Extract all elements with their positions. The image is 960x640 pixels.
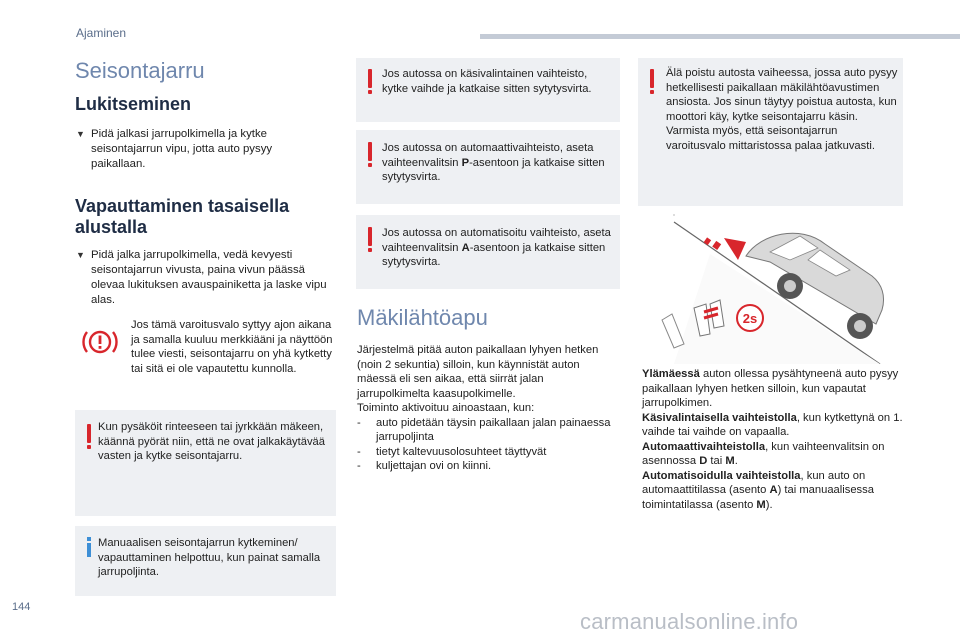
exclamation-icon <box>368 142 372 161</box>
conjunction-text: tai <box>707 455 726 467</box>
watermark: carmanualsonline.info <box>580 609 799 634</box>
automated-paragraph <box>642 469 904 513</box>
automated-gearbox-box <box>356 215 620 289</box>
hill-start-illustration <box>650 214 890 364</box>
manual-label: Käsivalintaisella vaihteistolla <box>642 411 797 424</box>
automated-text-a: Jos autossa on automatisoitu vaihteisto, aseta vaihteenvalitsin <box>382 227 611 254</box>
exclamation-icon <box>368 227 372 246</box>
info-icon <box>87 543 91 557</box>
condition-item: - tietyt kaltevuusolosuhteet täyttyvät <box>357 445 547 458</box>
exclamation-icon <box>368 69 372 88</box>
uphill-label: Ylämäessä <box>642 368 700 380</box>
automatic-text-b: -asentoon ja katkaise sitten sytytysvirta. <box>382 156 605 183</box>
automated-text-b: -asentoon ja katkaise sitten sytytysvirta. <box>382 241 606 268</box>
automated-text-a: , kun auto on automaattitilassa (asento <box>642 469 866 496</box>
automatic-gearbox-text <box>382 141 616 185</box>
section-header: Ajaminen <box>76 26 127 40</box>
slope-warning-box <box>75 410 336 516</box>
dont-leave-car-text: Älä poistu autosta vaiheessa, jossa auto pysyy hetkellisesti paikallaan mäkilähtöavustimen ansiosta. Jos sinun täytyy poistua autosta, kun moottori käy, kytke seisontajarru käsin. Varmista myös, että seisontajarrun varoitusvalo mittaristossa palaa jatkuvasti. <box>666 67 898 152</box>
release-heading <box>75 196 289 238</box>
page-number: 144 <box>12 601 31 613</box>
automatic-gearbox-box <box>356 130 620 204</box>
page-title: Seisontajarru <box>75 58 205 83</box>
lock-heading: Lukitseminen <box>75 94 192 114</box>
bullet-arrow-icon: ▼ <box>76 129 85 139</box>
warning-light-text: Jos tämä varoitusvalo syttyy ajon aikana ja samalla kuuluu merkkiääni ja näyttöön tulee viesti, seisontajarru on yhä kytketty tai sitä ei ole vapautettu kunnolla. <box>131 319 333 375</box>
info-box <box>75 526 336 596</box>
gear-p-label: P <box>461 156 470 169</box>
lock-bullet <box>76 127 326 172</box>
manual-gearbox-box <box>356 58 620 122</box>
brake-warning-light-icon <box>81 326 119 358</box>
condition-text: kuljettajan ovi on kiinni. <box>376 460 492 472</box>
hill-start-conditions <box>642 367 904 512</box>
exclamation-icon <box>650 69 654 88</box>
timer-label: 2s <box>742 311 758 326</box>
automated-text-b: ) tai manuaalisessa toimintatilassa (asento <box>642 484 874 511</box>
bullet-arrow-icon: ▼ <box>76 250 85 260</box>
gear-m-label: M <box>756 498 766 511</box>
hill-conditions-intro: Toiminto aktivoituu ainoastaan, kun: <box>357 402 535 414</box>
header-rule <box>480 34 960 39</box>
closing-text: ). <box>765 498 773 511</box>
uphill-text: auton ollessa pysähtyneenä auto pysyy paikallaan lyhyen hetken silloin, kun vapautat jarrupolkimen. <box>642 368 899 409</box>
release-heading-line1: Vapauttaminen tasaisella <box>75 196 290 216</box>
manual-text: , kun kytkettynä on 1. vaihde tai vaihde on vapaalla. <box>642 411 903 438</box>
manual-paragraph <box>642 411 904 440</box>
automated-gearbox-text <box>382 226 616 270</box>
release-heading-line2: alustalla <box>75 217 148 237</box>
lock-bullet-text: Pidä jalkasi jarrupolkimella ja kytke seisontajarrun vipu, jotta auto pysyy paikallaan. <box>91 128 273 170</box>
period-text: . <box>734 455 738 467</box>
condition-item: - auto pidetään täysin paikallaan jalan painaessa jarrupoljinta <box>357 416 611 443</box>
uphill-paragraph <box>642 367 904 411</box>
gear-d-label: D <box>699 455 708 467</box>
exclamation-icon <box>87 424 91 443</box>
release-bullet <box>76 248 336 308</box>
automatic-text-a: Jos autossa on automaattivaihteisto, aseta vaihteenvalitsin <box>382 142 594 169</box>
hill-intro-text: Järjestelmä pitää auton paikallaan lyhyen hetken (noin 2 sekuntia) silloin, kun käynnistät auton mäessä eli sen aikaa, että siirrät jalan jarrupolkimelta kaasupolkimelle. <box>357 344 599 400</box>
dont-leave-car-box <box>638 58 903 206</box>
info-text: Manuaalisen seisontajarrun kytkeminen/ vapauttaminen helpottuu, kun painat samalla jarrupoljinta. <box>98 537 321 578</box>
manual-gearbox-text: Jos autossa on käsivalintainen vaihteisto, kytke vaihde ja katkaise sitten sytytysvirta. <box>382 68 592 95</box>
timer-badge-icon <box>737 305 763 331</box>
automatic-paragraph <box>642 440 904 469</box>
automated-label: Automatisoidulla vaihteistolla <box>642 469 801 482</box>
hill-start-intro <box>357 343 619 474</box>
automatic-text: , kun vaihteenvalitsin on asennossa <box>642 440 885 467</box>
release-bullet-text: Pidä jalka jarrupolkimella, vedä kevyesti seisontajarrun vivusta, paina vivun päässä olevaa lukituksen avauspainiketta ja laske vipu alas. <box>91 249 327 306</box>
condition-text: tietyt kaltevuusolosuhteet täyttyvät <box>376 445 547 458</box>
slope-warning-text: Kun pysäköit rinteeseen tai jyrkkään mäkeen, käännä pyörät niin, että ne ovat jalkakäytävää vasten ja kytke seisontajarru. <box>98 421 326 462</box>
gear-m-label: M <box>725 455 735 467</box>
gear-a-label: A <box>461 241 470 254</box>
automatic-label: Automaattivaihteistolla <box>642 440 766 453</box>
condition-item: - kuljettajan ovi on kiinni. <box>357 460 492 472</box>
condition-text: auto pidetään täysin paikallaan jalan painaessa jarrupoljinta <box>376 416 611 443</box>
gear-a-label: A <box>769 484 778 496</box>
hill-start-title: Mäkilähtöapu <box>357 305 488 330</box>
